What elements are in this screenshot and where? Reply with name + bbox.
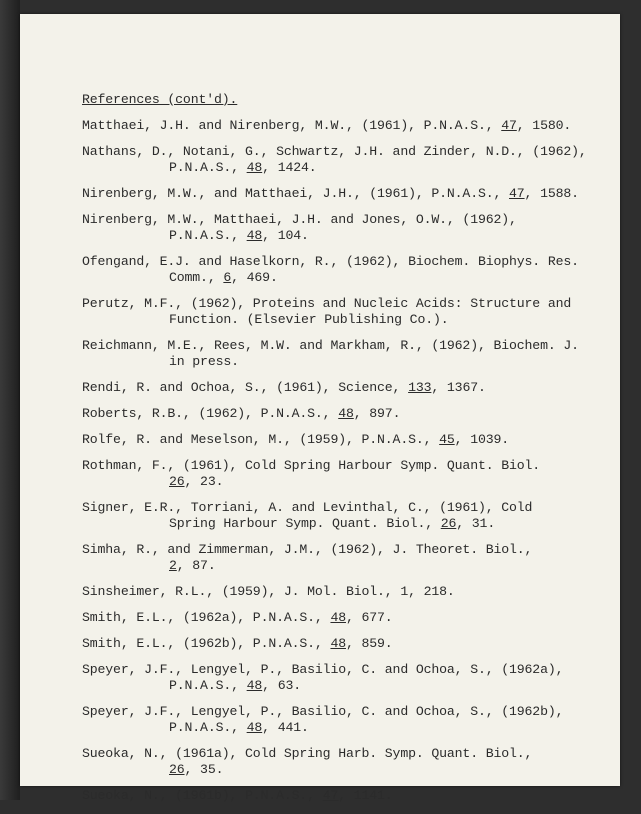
volume-number: 26 — [440, 516, 457, 531]
reference-continuation — [82, 354, 582, 370]
reference-entry — [82, 186, 582, 202]
reference-text: P.N.A.S., — [169, 160, 247, 175]
reference-continuation — [82, 312, 582, 328]
reference-line — [82, 186, 582, 202]
reference-entry — [82, 144, 587, 176]
reference-entry — [82, 338, 582, 370]
binder-edge — [0, 0, 20, 800]
reference-text: Signer, E.R., Torriani, A. and Levinthal, C., (1961), Cold — [82, 500, 533, 515]
reference-entry — [82, 542, 582, 574]
reference-line — [82, 338, 582, 354]
reference-line — [82, 296, 582, 312]
reference-line — [82, 458, 582, 474]
reference-continuation — [82, 228, 582, 244]
reference-entry — [82, 406, 582, 422]
reference-line — [82, 788, 582, 804]
reference-line — [82, 380, 582, 396]
reference-text: Sueoka, N., (1961b), P.N.A.S., — [82, 788, 323, 803]
reference-line — [82, 144, 587, 160]
reference-pages: , 104. — [262, 228, 309, 243]
reference-text: Nirenberg, M.W., Matthaei, J.H. and Jones, O.W., (1962), — [82, 212, 517, 227]
reference-continuation — [82, 558, 582, 574]
reference-pages: , 677. — [345, 610, 393, 625]
reference-pages: , 897. — [353, 406, 401, 421]
volume-number: 2 — [169, 558, 177, 573]
reference-text: Nirenberg, M.W., and Matthaei, J.H., (1961), P.N.A.S., — [82, 186, 510, 201]
reference-line — [82, 500, 582, 516]
reference-continuation — [82, 270, 582, 286]
volume-number: 26 — [169, 762, 185, 777]
reference-line — [82, 432, 582, 448]
reference-text: P.N.A.S., — [169, 720, 247, 735]
reference-pages: , 31. — [456, 516, 496, 531]
reference-pages: , 87. — [176, 558, 216, 573]
volume-number: 48 — [246, 228, 263, 243]
reference-line — [82, 254, 582, 270]
reference-pages: , 859. — [345, 636, 393, 651]
volume-number: 48 — [246, 720, 263, 735]
reference-entry — [82, 788, 582, 804]
reference-line — [82, 662, 582, 678]
reference-text: P.N.A.S., — [169, 678, 247, 693]
reference-text: Spring Harbour Symp. Quant. Biol., — [169, 516, 441, 531]
reference-text: Roberts, R.B., (1962), P.N.A.S., — [82, 406, 339, 421]
reference-text: Nathans, D., Notani, G., Schwartz, J.H. and Zinder, N.D., (1962), — [82, 144, 587, 159]
reference-entry — [82, 500, 582, 532]
volume-number: 48 — [330, 636, 346, 651]
volume-number: 26 — [169, 474, 185, 489]
reference-line — [82, 636, 582, 652]
reference-text: Rendi, R. and Ochoa, S., (1961), Science, — [82, 380, 409, 395]
reference-pages: , 63. — [262, 678, 301, 693]
reference-pages: , 1580. — [516, 118, 572, 133]
reference-text: Simha, R., and Zimmerman, J.M., (1962), J. Theoret. Biol., — [82, 542, 533, 557]
reference-continuation — [82, 516, 582, 532]
volume-number: 48 — [246, 678, 263, 693]
volume-number: 45 — [439, 432, 455, 447]
reference-text: Matthaei, J.H. and Nirenberg, M.W., (1961), P.N.A.S., — [82, 118, 502, 133]
volume-number: 47 — [501, 118, 517, 133]
reference-text: Ofengand, E.J. and Haselkorn, R., (1962), Biochem. Biophys. Res. — [82, 254, 579, 269]
reference-pages: , 1367. — [431, 380, 486, 395]
reference-entry — [82, 746, 582, 778]
reference-line — [82, 118, 582, 134]
volume-number: 133 — [408, 380, 432, 395]
reference-text: in press. — [169, 354, 239, 369]
reference-pages: , 1039. — [454, 432, 510, 447]
reference-entry — [82, 704, 582, 736]
reference-entry — [82, 636, 582, 652]
reference-continuation — [82, 474, 582, 490]
volume-number: 48 — [330, 610, 346, 625]
reference-list — [82, 92, 587, 814]
reference-line — [82, 406, 582, 422]
reference-text: Smith, E.L., (1962b), P.N.A.S., — [82, 636, 331, 651]
volume-number: 48 — [246, 160, 263, 175]
volume-number: 6 — [223, 270, 232, 285]
reference-pages: , 469. — [231, 270, 278, 285]
reference-entry — [82, 584, 582, 600]
reference-line — [82, 542, 582, 558]
references — [82, 118, 587, 804]
reference-pages: , 1141. — [338, 788, 393, 803]
volume-number: 47 — [322, 788, 339, 803]
reference-continuation — [82, 160, 582, 176]
reference-text: P.N.A.S., — [169, 228, 247, 243]
reference-text: Reichmann, M.E., Rees, M.W. and Markham, R., (1962), Biochem. J. — [82, 338, 579, 353]
reference-entry — [82, 662, 582, 694]
reference-text: Sueoka, N., (1961a), Cold Spring Harb. Symp. Quant. Biol., — [82, 746, 533, 761]
reference-pages: , 1588. — [524, 186, 579, 201]
reference-text: Sinsheimer, R.L., (1959), J. Mol. Biol., 1, 218. — [82, 584, 455, 599]
reference-text: Smith, E.L., (1962a), P.N.A.S., — [82, 610, 331, 625]
page-heading: References (cont'd). — [82, 92, 238, 107]
reference-pages: , 1424. — [262, 160, 317, 175]
reference-line — [82, 212, 582, 228]
reference-entry — [82, 118, 582, 134]
reference-entry — [82, 254, 582, 286]
reference-text: Function. (Elsevier Publishing Co.). — [169, 312, 449, 327]
reference-continuation — [82, 678, 582, 694]
reference-continuation — [82, 762, 582, 778]
reference-line — [82, 746, 582, 762]
reference-entry — [82, 610, 582, 626]
reference-entry — [82, 296, 582, 328]
reference-text: Comm., — [169, 270, 224, 285]
reference-entry — [82, 380, 582, 396]
reference-entry — [82, 432, 582, 448]
reference-line — [82, 584, 582, 600]
reference-line — [82, 704, 582, 720]
volume-number: 48 — [338, 406, 354, 421]
reference-entry — [82, 212, 582, 244]
reference-text: Speyer, J.F., Lengyel, P., Basilio, C. and Ochoa, S., (1962b), — [82, 704, 564, 719]
reference-text: Rolfe, R. and Meselson, M., (1959), P.N.A.S., — [82, 432, 440, 447]
reference-pages: , 441. — [262, 720, 309, 735]
reference-pages: , 23. — [184, 474, 224, 489]
volume-number: 47 — [509, 186, 525, 201]
reference-pages: , 35. — [184, 762, 224, 777]
reference-entry — [82, 458, 582, 490]
reference-text: Rothman, F., (1961), Cold Spring Harbour Symp. Quant. Biol. — [82, 458, 541, 473]
reference-line — [82, 610, 582, 626]
reference-text: Speyer, J.F., Lengyel, P., Basilio, C. and Ochoa, S., (1962a), — [82, 662, 564, 677]
reference-continuation — [82, 720, 582, 736]
reference-text: Perutz, M.F., (1962), Proteins and Nucleic Acids: Structure and — [82, 296, 572, 311]
